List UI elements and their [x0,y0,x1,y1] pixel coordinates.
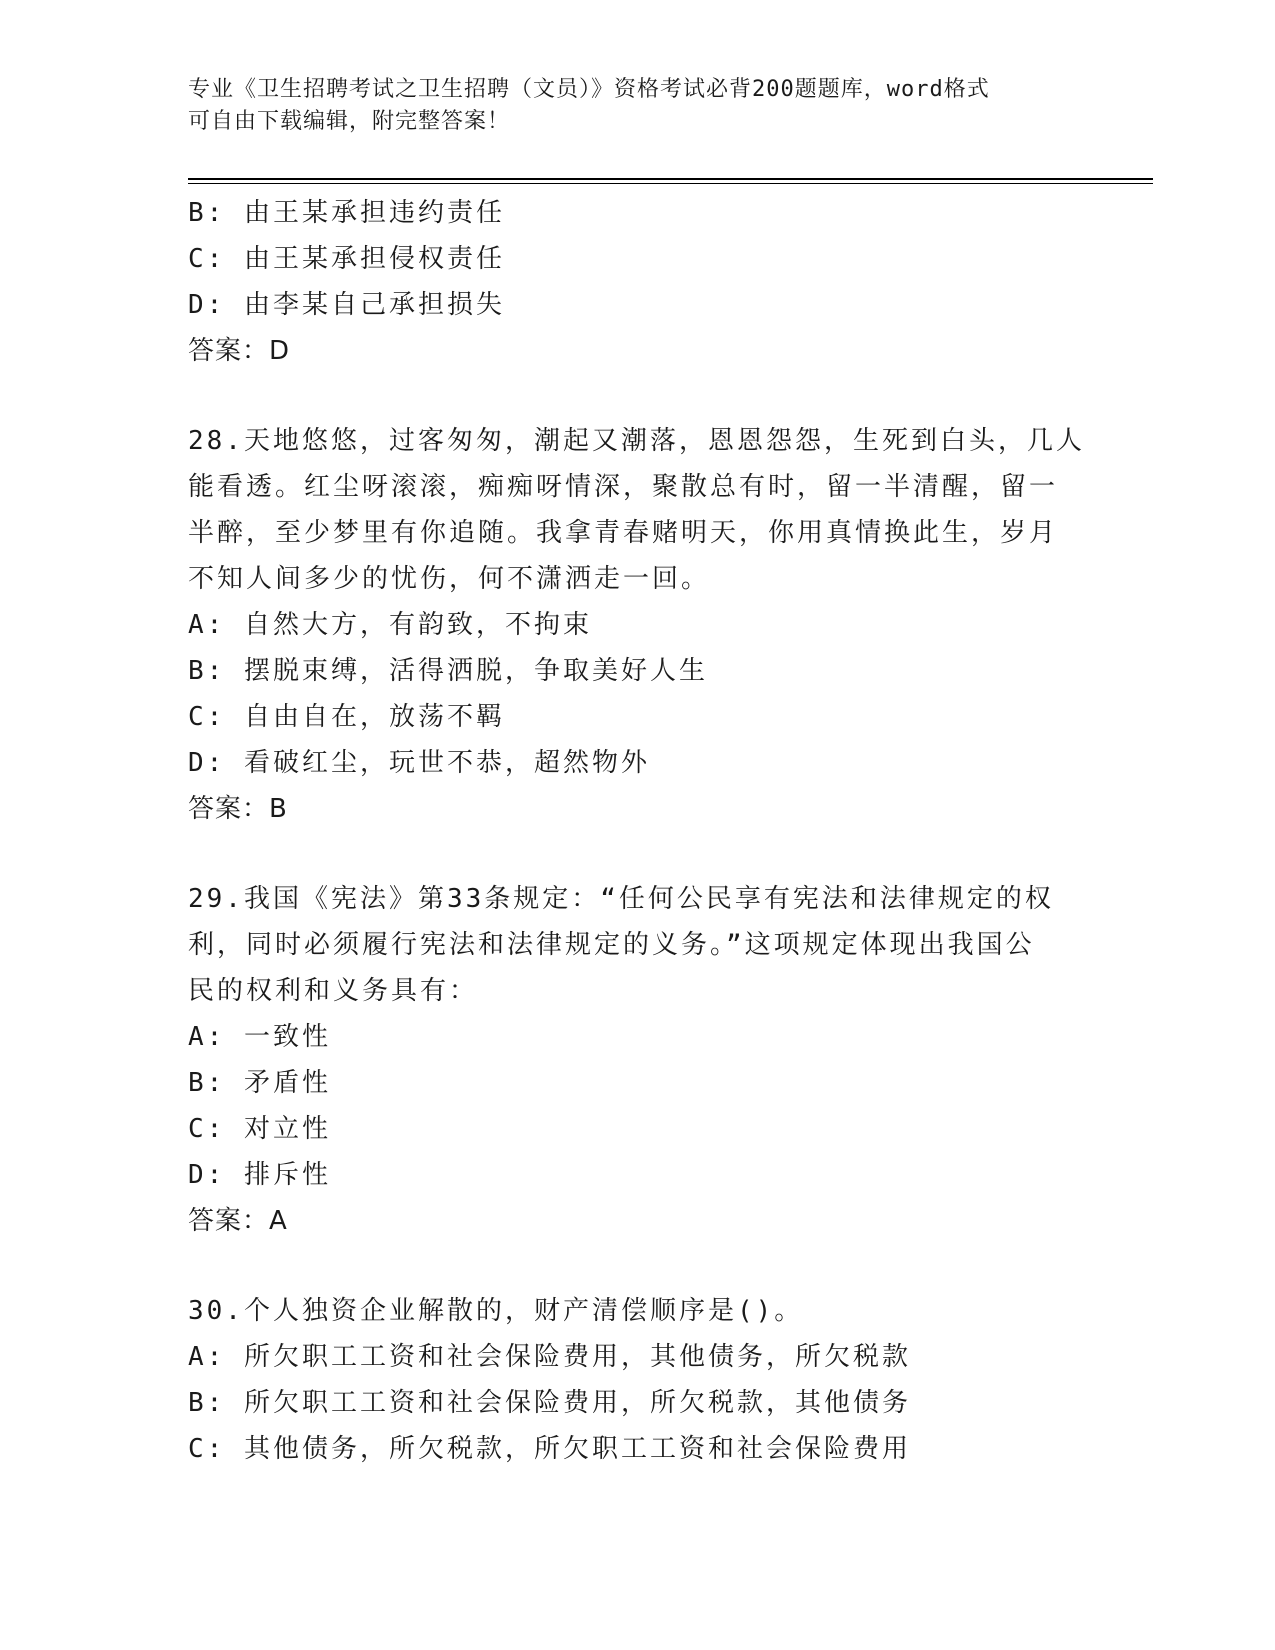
option-d: D: 看破红尘，玩世不恭，超然物外 [188,748,650,778]
document-header [188,74,1088,138]
answer-line: 答案：B [188,794,288,824]
option-b: B: 摆脱束缚，活得洒脱，争取美好人生 [188,656,708,686]
question-stem-line: 能看透。红尘呀滚滚，痴痴呀情深，聚散总有时，留一半清醒，留一 [188,472,1059,502]
header-divider-thick [188,178,1153,180]
option-c: C: 其他债务，所欠税款，所欠职工工资和社会保险费用 [188,1434,911,1464]
answer-line: 答案：A [188,1206,288,1236]
question-stem-line: 29.我国《宪法》第33条规定：“任何公民享有宪法和法律规定的权 [188,884,1054,914]
question-28 [188,418,1088,832]
question-27-continuation [188,190,1088,374]
header-divider-thin [188,183,1153,184]
header-line-1: 专业《卫生招聘考试之卫生招聘（文员）》资格考试必背200题题库，word格式 [188,77,990,102]
option-a: A: 自然大方，有韵致，不拘束 [188,610,592,640]
option-d: D: 排斥性 [188,1160,331,1190]
question-stem-line: 利，同时必须履行宪法和法律规定的义务。”这项规定体现出我国公 [188,930,1035,960]
answer-line: 答案：D [188,336,291,366]
option-c: C: 对立性 [188,1114,331,1144]
option-b: B: 由王某承担违约责任 [188,198,505,228]
question-30 [188,1288,1088,1472]
question-stem-line: 民的权利和义务具有： [188,976,479,1006]
option-b: B: 所欠职工工资和社会保险费用，所欠税款，其他债务 [188,1388,911,1418]
option-c: C: 自由自在，放荡不羁 [188,702,505,732]
question-stem-line: 30.个人独资企业解散的，财产清偿顺序是()。 [188,1296,804,1326]
option-d: D: 由李某自己承担损失 [188,290,505,320]
option-b: B: 矛盾性 [188,1068,331,1098]
header-line-2: 可自由下载编辑，附完整答案！ [188,109,511,134]
question-stem-line: 半醉，至少梦里有你追随。我拿青春赌明天，你用真情换此生，岁月 [188,518,1059,548]
question-stem-line: 28.天地悠悠，过客匆匆，潮起又潮落，恩恩怨怨，生死到白头，几人 [188,426,1085,456]
option-c: C: 由王某承担侵权责任 [188,244,505,274]
option-a: A: 所欠职工工资和社会保险费用，其他债务，所欠税款 [188,1342,911,1372]
document-body [188,190,1088,1472]
question-29 [188,876,1088,1244]
option-a: A: 一致性 [188,1022,331,1052]
question-stem-line: 不知人间多少的忧伤，何不潇洒走一回。 [188,564,711,594]
